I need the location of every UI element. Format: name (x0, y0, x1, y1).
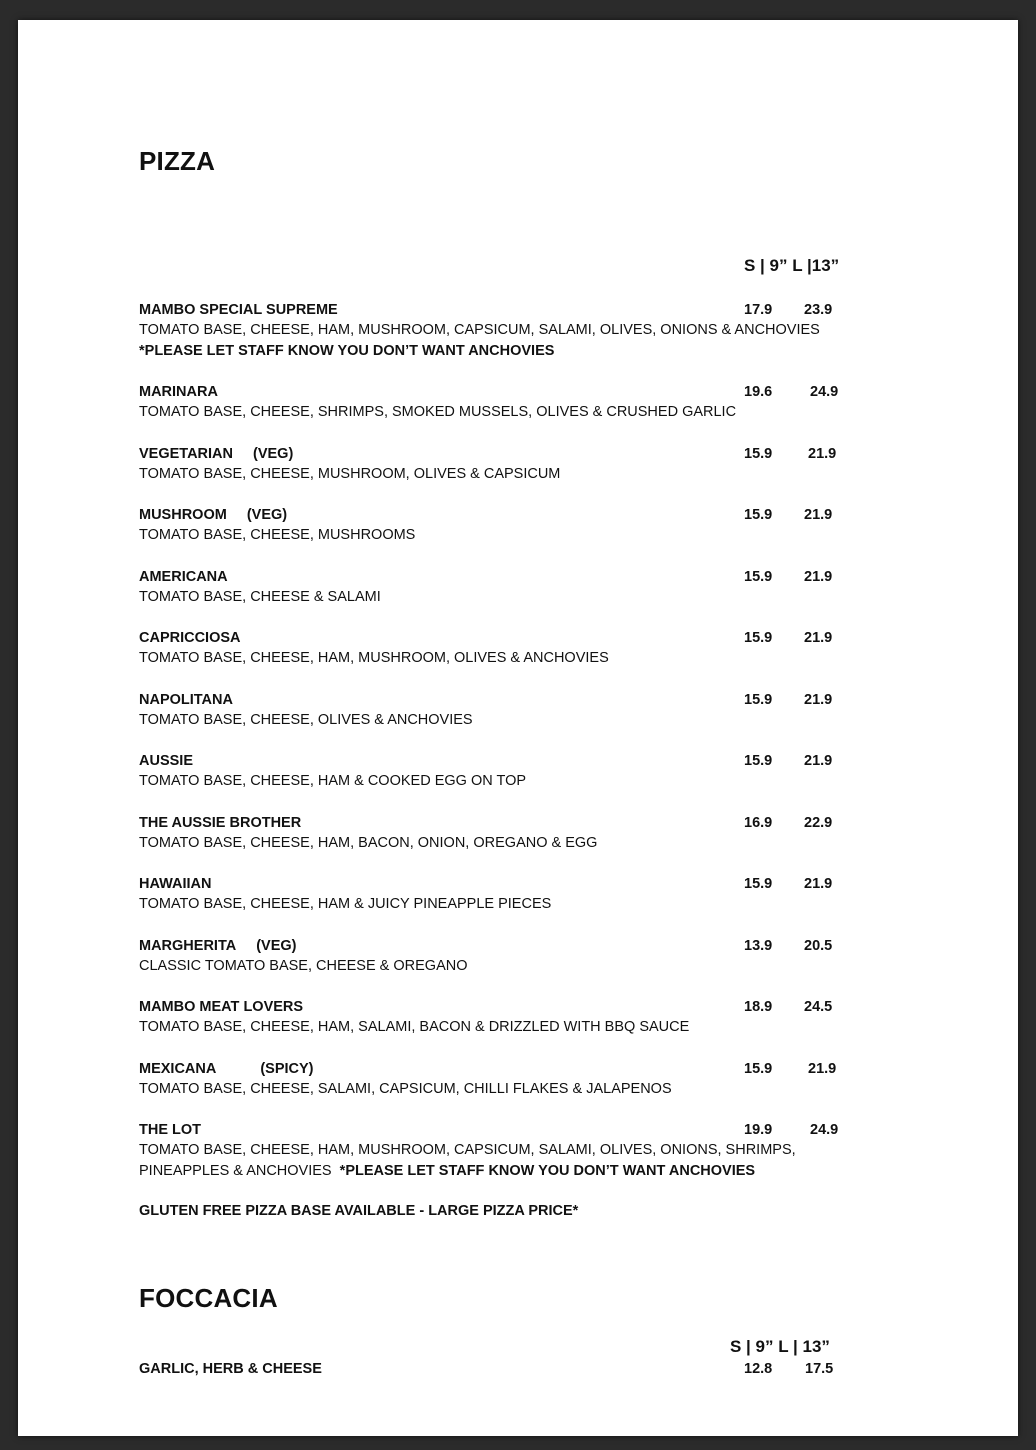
menu-item (139, 751, 859, 792)
item-description-line2 (139, 1161, 859, 1182)
menu-item (139, 1059, 859, 1100)
price-large: 24.9 (810, 384, 839, 400)
price-large: 24.9 (810, 1122, 839, 1138)
price-large: 21.9 (804, 753, 833, 769)
item-name: AUSSIE (139, 753, 193, 769)
item-description: TOMATO BASE, CHEESE, SHRIMPS, SMOKED MUSSELS, OLIVES & CRUSHED GARLIC (139, 404, 737, 420)
menu-item (139, 997, 859, 1038)
item-tag: (VEG) (253, 446, 294, 462)
menu-item (139, 690, 859, 731)
item-description: TOMATO BASE, CHEESE, HAM, SALAMI, BACON & DRIZZLED WITH BBQ SAUCE (139, 1019, 690, 1035)
menu-item (139, 874, 859, 915)
item-name: MAMBO MEAT LOVERS (139, 999, 304, 1015)
menu-item (139, 444, 859, 485)
item-description: CLASSIC TOMATO BASE, CHEESE & OREGANO (139, 958, 468, 974)
item-name: GARLIC, HERB & CHEESE (139, 1361, 322, 1377)
price-small: 15.9 (744, 569, 773, 585)
menu-item (139, 628, 859, 669)
price-large: 23.9 (804, 302, 833, 318)
item-tag: (VEG) (256, 938, 297, 954)
price-small: 15.9 (744, 630, 773, 646)
item-description: TOMATO BASE, CHEESE, HAM, MUSHROOM, CAPSICUM, SALAMI, OLIVES, ONIONS & ANCHOVIES (139, 322, 820, 338)
menu-item (139, 505, 859, 546)
pizza-section-title: PIZZA (139, 146, 216, 176)
price-small: 15.9 (744, 753, 773, 769)
item-description: TOMATO BASE, CHEESE, SALAMI, CAPSICUM, CHILLI FLAKES & JALAPENOS (139, 1081, 672, 1097)
item-tag: (SPICY) (260, 1061, 314, 1077)
price-small: 19.6 (744, 384, 773, 400)
price-large: 17.5 (805, 1361, 834, 1377)
item-name: AMERICANA (139, 569, 228, 585)
price-small: 16.9 (744, 815, 773, 831)
foccacia-size-header: S | 9” L | 13” (730, 1337, 830, 1356)
price-small: 15.9 (744, 692, 773, 708)
price-large: 21.9 (804, 692, 833, 708)
price-large: 24.5 (804, 999, 833, 1015)
price-small: 15.9 (744, 446, 773, 462)
item-note: *PLEASE LET STAFF KNOW YOU DON’T WANT ANCHOVIES (139, 342, 555, 359)
price-large: 21.9 (808, 446, 837, 462)
menu-item (139, 813, 859, 854)
menu-item (139, 300, 859, 361)
item-name: MUSHROOM (139, 507, 227, 523)
menu-item (139, 567, 859, 608)
price-small: 12.8 (744, 1361, 773, 1377)
item-name: VEGETARIAN (139, 446, 233, 462)
item-name: MARINARA (139, 384, 218, 400)
menu-page (18, 20, 1018, 1436)
item-name: MEXICANA (139, 1061, 217, 1077)
price-small: 15.9 (744, 507, 773, 523)
gluten-free-note: GLUTEN FREE PIZZA BASE AVAILABLE - LARGE PIZZA PRICE* (139, 1203, 579, 1219)
item-description: TOMATO BASE, CHEESE, HAM, BACON, ONION, OREGANO & EGG (139, 835, 598, 851)
item-description: TOMATO BASE, CHEESE, HAM & COOKED EGG ON TOP (139, 773, 527, 789)
foccacia-section-title: FOCCACIA (139, 1283, 278, 1313)
item-name: MAMBO SPECIAL SUPREME (139, 302, 338, 318)
item-name: CAPRICCIOSA (139, 630, 241, 646)
item-description: TOMATO BASE, CHEESE, HAM, MUSHROOM, OLIVES & ANCHOVIES (139, 650, 609, 666)
menu-item (139, 936, 859, 977)
price-large: 21.9 (808, 1061, 837, 1077)
price-small: 15.9 (744, 1061, 773, 1077)
price-small: 15.9 (744, 876, 773, 892)
price-small: 13.9 (744, 938, 773, 954)
item-description: TOMATO BASE, CHEESE, MUSHROOMS (139, 527, 416, 543)
item-description: TOMATO BASE, CHEESE, MUSHROOM, OLIVES & CAPSICUM (139, 466, 561, 482)
item-description: TOMATO BASE, CHEESE & SALAMI (139, 589, 381, 605)
menu-item (139, 382, 859, 423)
item-description: TOMATO BASE, CHEESE, HAM, MUSHROOM, CAPSICUM, SALAMI, OLIVES, ONIONS, SHRIMPS, (139, 1142, 796, 1158)
price-large: 21.9 (804, 630, 833, 646)
price-large: 20.5 (804, 938, 833, 954)
price-small: 17.9 (744, 302, 773, 318)
item-name: MARGHERITA (139, 938, 237, 954)
price-large: 22.9 (804, 815, 833, 831)
price-small: 18.9 (744, 999, 773, 1015)
item-note: *PLEASE LET STAFF KNOW YOU DON’T WANT ANCHOVIES (339, 1162, 756, 1179)
menu-item (139, 1359, 859, 1379)
price-small: 19.9 (744, 1122, 773, 1138)
price-large: 21.9 (804, 507, 833, 523)
menu-item (139, 1120, 859, 1181)
item-name: THE AUSSIE BROTHER (139, 815, 302, 831)
item-description-cont: PINEAPPLES & ANCHOVIES (139, 1162, 332, 1179)
item-description: TOMATO BASE, CHEESE, OLIVES & ANCHOVIES (139, 712, 473, 728)
item-tag: (VEG) (246, 507, 288, 523)
item-name: THE LOT (139, 1122, 202, 1138)
price-large: 21.9 (804, 876, 833, 892)
item-name: NAPOLITANA (139, 692, 233, 708)
item-name: HAWAIIAN (139, 876, 212, 892)
pizza-size-header: S | 9” L |13” (744, 256, 840, 275)
price-large: 21.9 (804, 569, 833, 585)
item-description: TOMATO BASE, CHEESE, HAM & JUICY PINEAPPLE PIECES (139, 896, 552, 912)
